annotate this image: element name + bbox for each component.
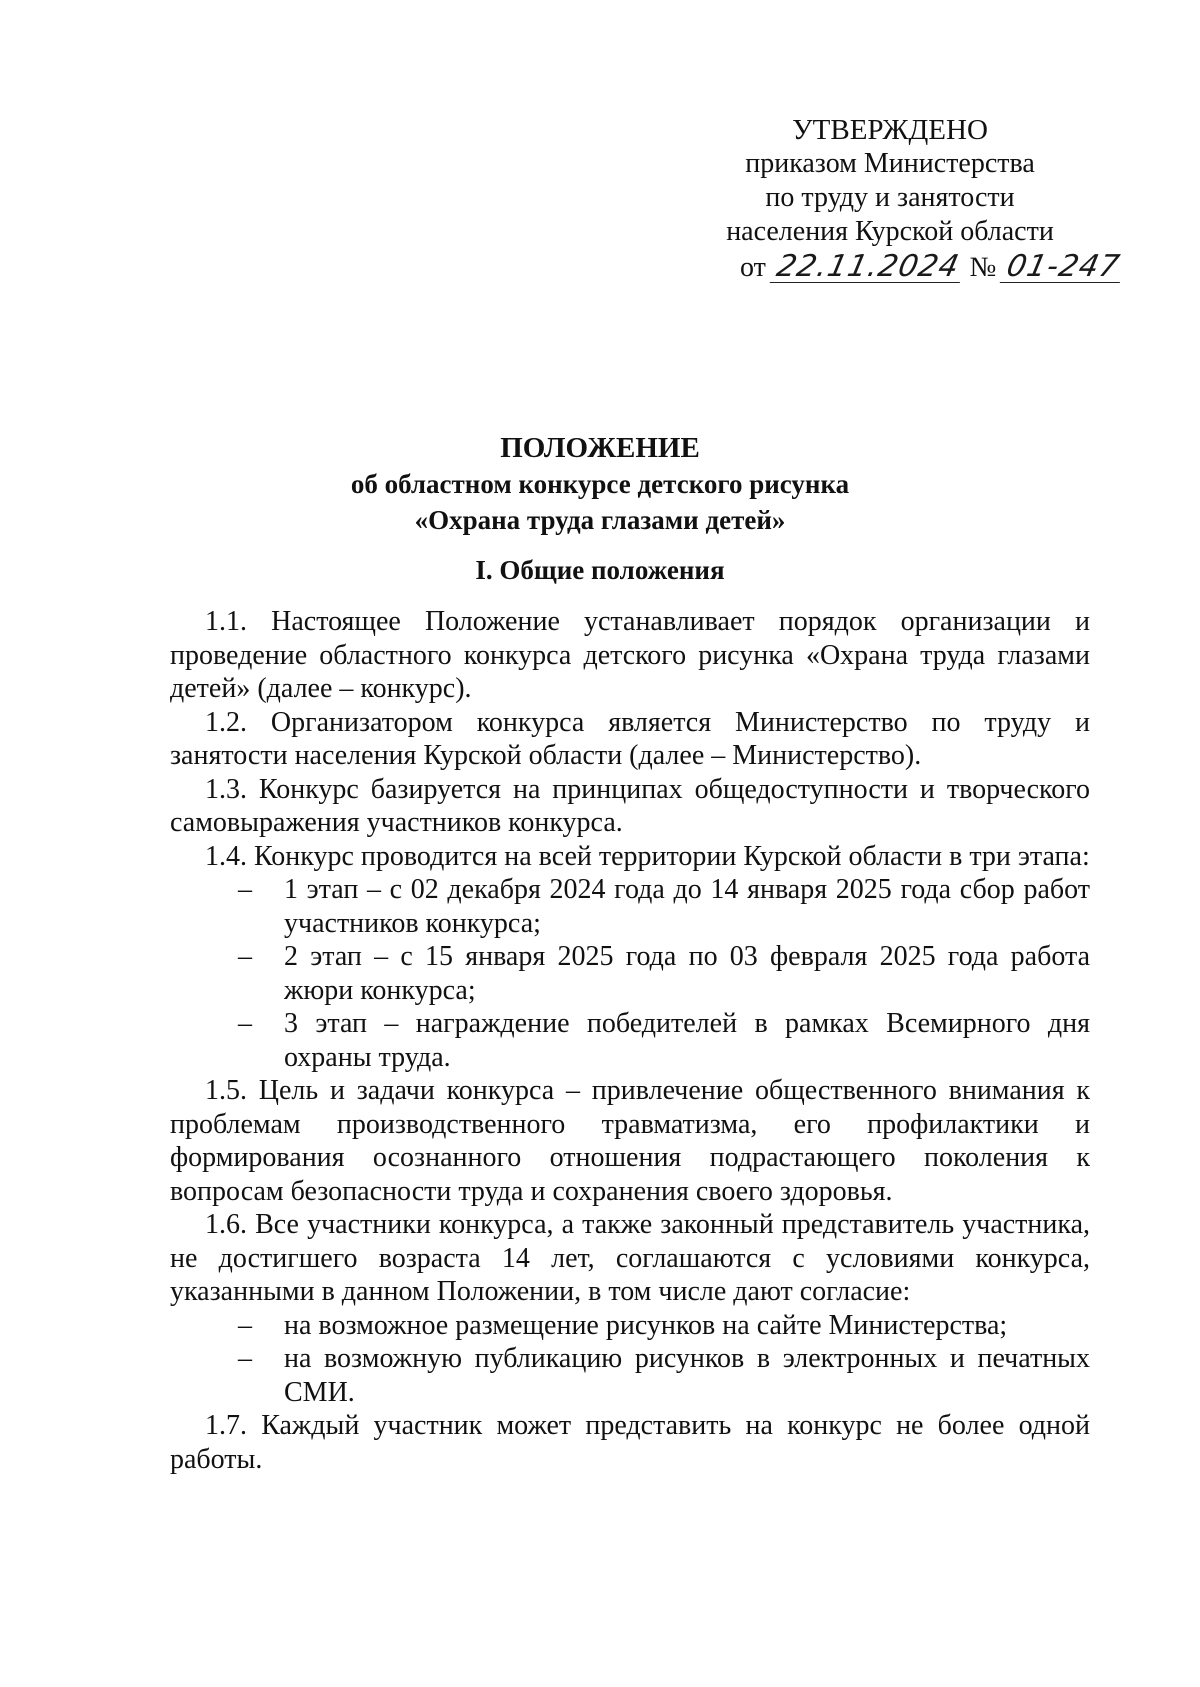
- approval-line-1: приказом Министерства: [745, 148, 1035, 179]
- paragraph-1-4: 1.4. Конкурс проводится на всей территории Курской области в три этапа:: [205, 840, 1090, 872]
- paragraph-1-7: 1.7. Каждый участник может представить на конкурс не более одной работы.: [170, 1410, 1090, 1475]
- number-label: №: [969, 252, 997, 283]
- document-body: [170, 605, 1090, 1476]
- list-item: [170, 1309, 1090, 1343]
- handwritten-number: 01-247: [1000, 252, 1127, 283]
- handwritten-date: 22.11.2024: [770, 252, 966, 283]
- paragraph-1-1: 1.1. Настоящее Положение устанавливает порядок организации и проведение областного конкурса детского рисунка «Охрана труда глазами детей» (далее – конкурс).: [170, 606, 1090, 704]
- list-item-text: 2 этап – с 15 января 2025 года по 03 февраля 2025 года работа жюри конкурса;: [284, 941, 1090, 1006]
- approval-heading: УТВЕРЖДЕНО: [792, 114, 988, 146]
- list-item-text: на возможное размещение рисунков на сайте Министерства;: [284, 1309, 1008, 1341]
- list-item-text: 3 этап – награждение победителей в рамках Всемирного дня охраны труда.: [284, 1008, 1090, 1073]
- from-label: от: [740, 252, 766, 283]
- document-title-block: [0, 430, 1200, 538]
- list-item: [170, 1342, 1090, 1409]
- dash-bullet: –: [238, 1309, 252, 1341]
- list-item-text: 1 этап – с 02 декабря 2024 года до 14 января 2025 года сбор работ участников конкурса;: [284, 874, 1090, 939]
- approval-block: [700, 113, 1124, 285]
- dash-bullet: –: [238, 874, 252, 905]
- section-title: I. Общие положения: [475, 555, 725, 585]
- document-title: ПОЛОЖЕНИЕ: [500, 432, 700, 464]
- list-item-text: на возможную публикацию рисунков в электронных и печатных СМИ.: [284, 1343, 1090, 1408]
- list-item: [170, 940, 1090, 1007]
- approval-line-3: населения Курской области: [726, 216, 1054, 247]
- document-subtitle-1: об областном конкурсе детского рисунка: [350, 469, 850, 499]
- stages-list: [170, 873, 1090, 1074]
- approval-line-2: по труду и занятости: [765, 182, 1015, 213]
- paragraph-1-6: 1.6. Все участники конкурса, а также законный представитель участника, не достигшего возраста 14 лет, соглашаются с условиями конкурса, указанными в данном Положении, в том числе дают согласие:: [170, 1209, 1090, 1307]
- dash-bullet: –: [238, 941, 252, 972]
- dash-bullet: –: [238, 1008, 252, 1039]
- paragraph-1-2: 1.2. Организатором конкурса является Министерство по труду и занятости населения Курской области (далее – Министерство).: [170, 706, 1090, 771]
- list-item: [170, 873, 1090, 940]
- consent-list: [170, 1309, 1090, 1410]
- approval-date-line: [740, 249, 1124, 285]
- paragraph-1-5: 1.5. Цель и задачи конкурса – привлечение общественного внимания к проблемам производственного травматизма, его профилактики и формирования осознанного отношения подрастающего поколения к вопросам безопасности труда и сохранения своего здоровья.: [170, 1075, 1090, 1207]
- list-item: [170, 1007, 1090, 1074]
- document-subtitle-2: «Охрана труда глазами детей»: [414, 505, 786, 535]
- paragraph-1-3: 1.3. Конкурс базируется на принципах общедоступности и творческого самовыражения участников конкурса.: [170, 773, 1090, 838]
- dash-bullet: –: [238, 1343, 252, 1374]
